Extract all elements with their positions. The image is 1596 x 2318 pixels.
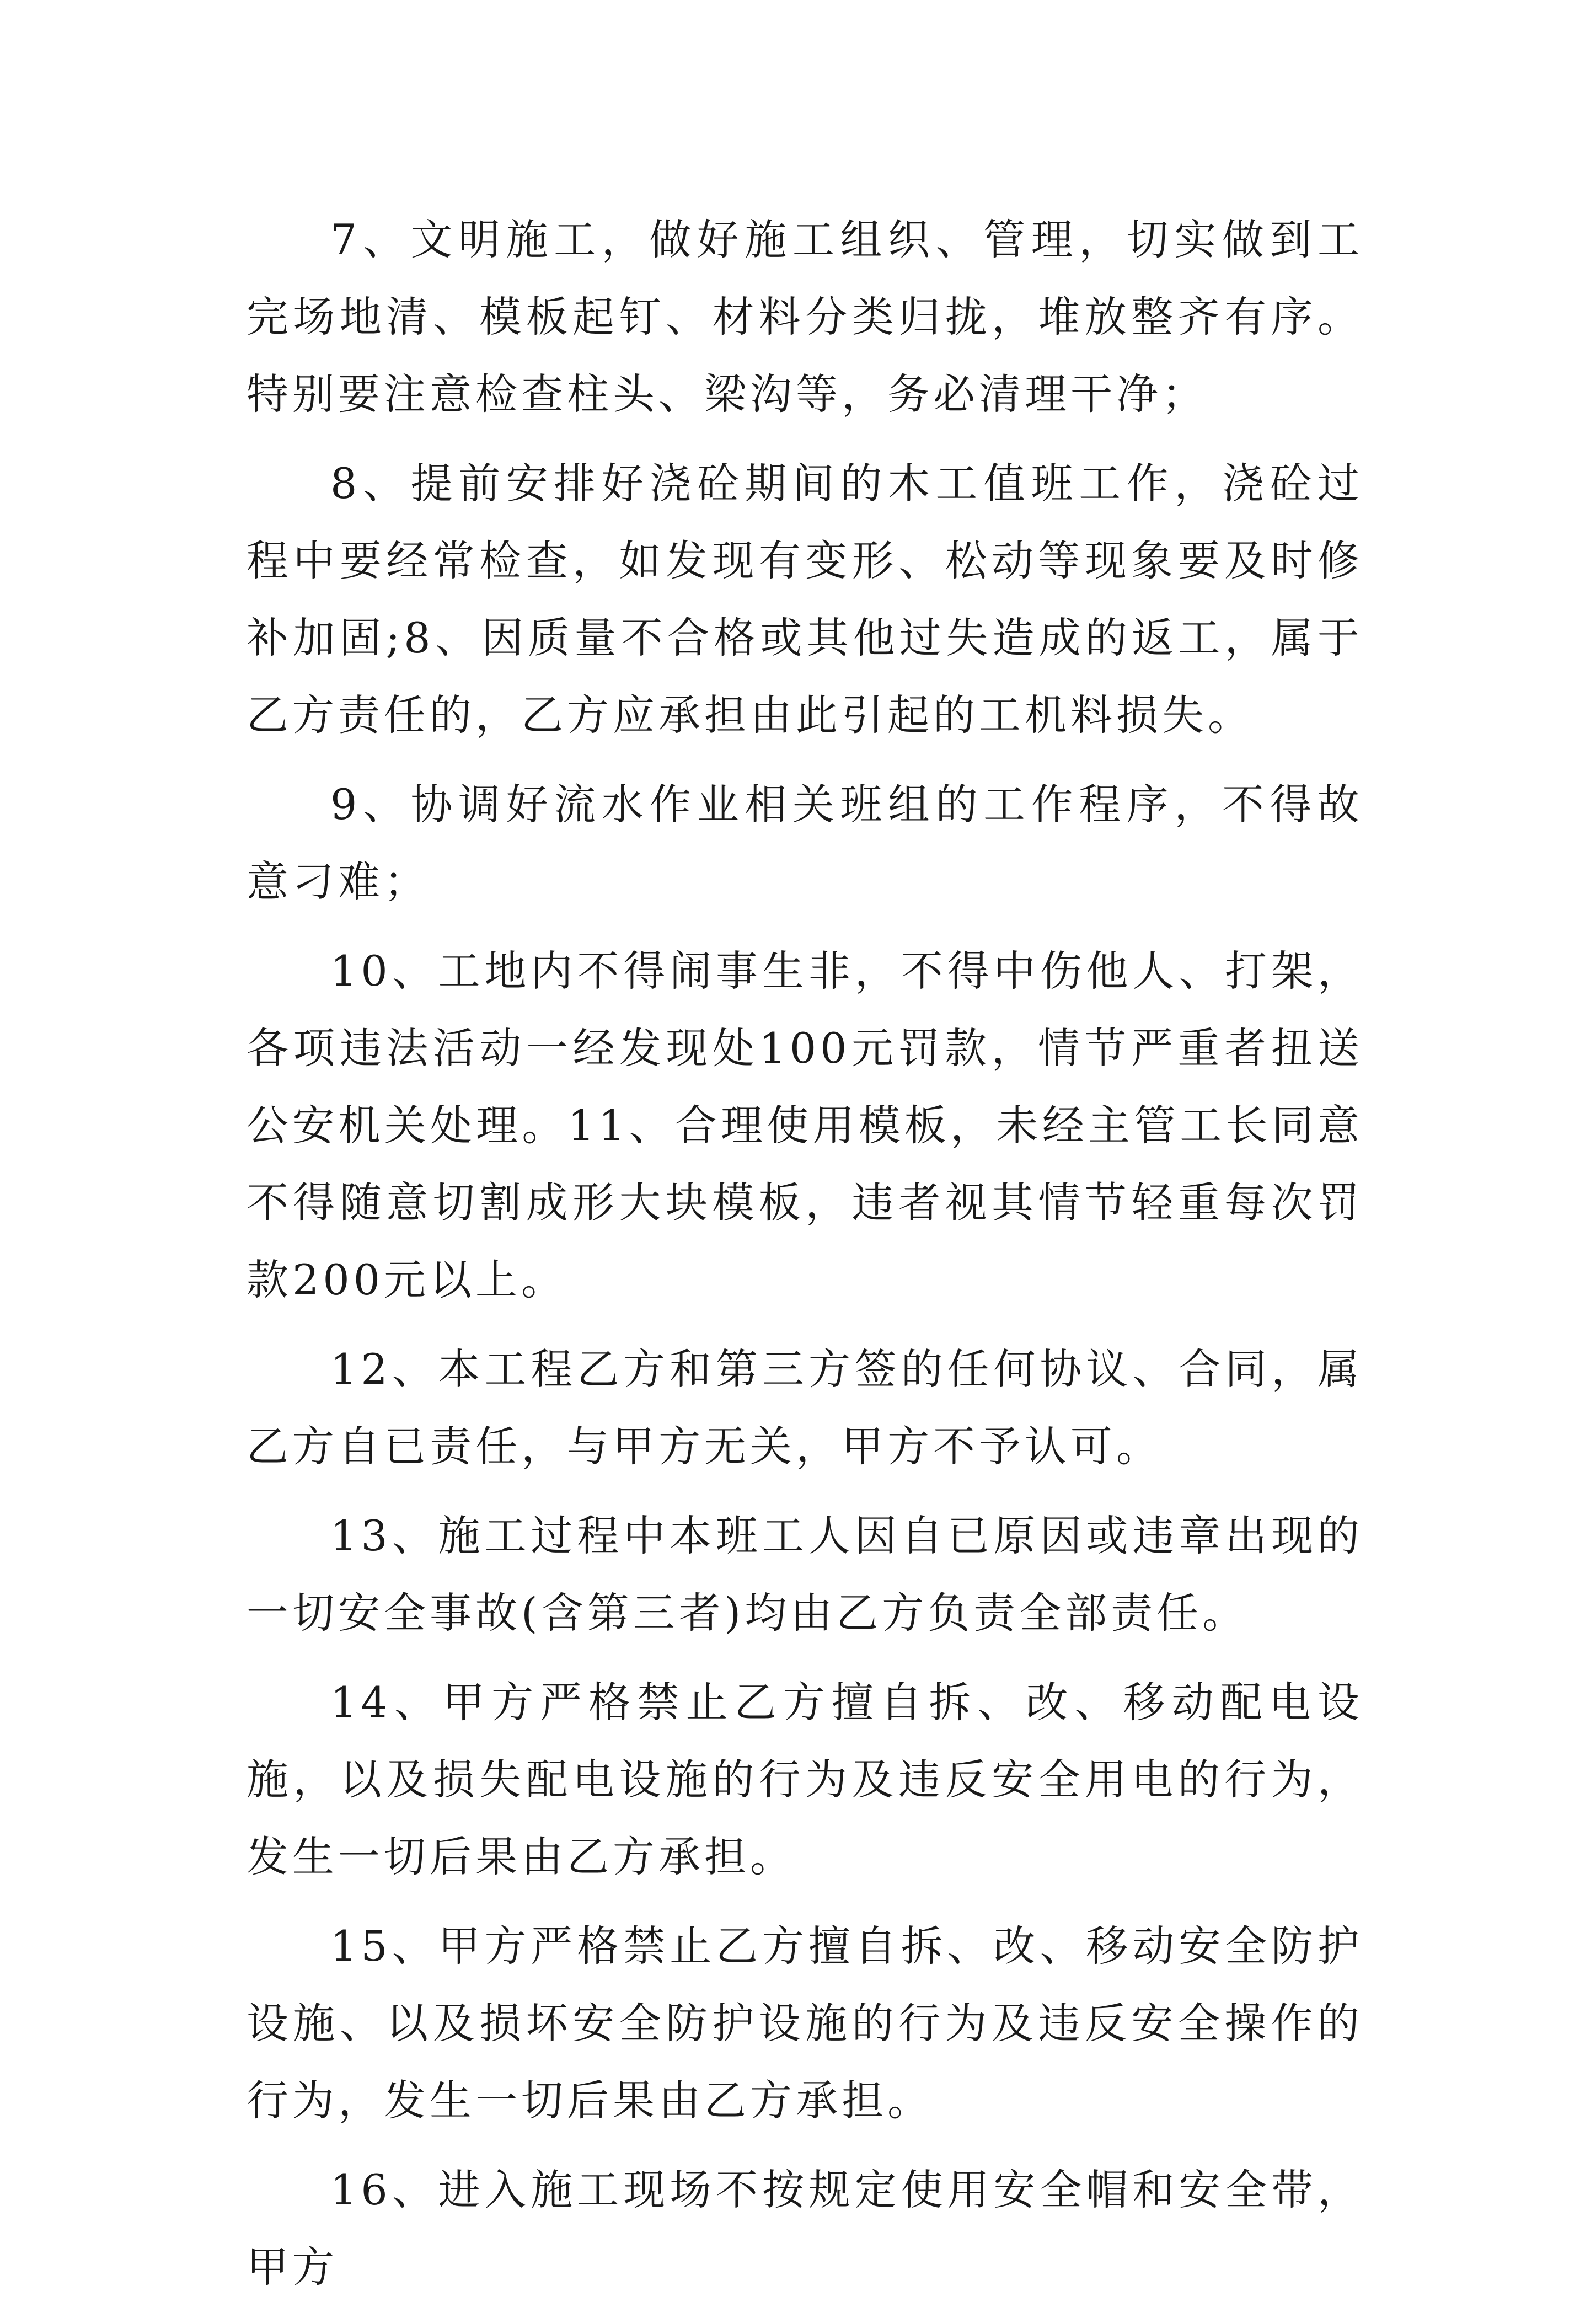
clause-14: 14、甲方严格禁止乙方擅自拆、改、移动配电设施，以及损失配电设施的行为及违反安全用电的行为，发生一切后果由乙方承担。 bbox=[247, 1678, 1363, 1881]
clause-16: 16、进入施工现场不按规定使用安全帽和安全带，甲方 bbox=[247, 2165, 1363, 2292]
document-body bbox=[247, 201, 1363, 2318]
clause-15: 15、甲方严格禁止乙方擅自拆、改、移动安全防护设施、以及损坏安全防护设施的行为及违反安全操作的行为，发生一切后果由乙方承担。 bbox=[247, 1921, 1363, 2125]
clause-12: 12、本工程乙方和第三方签的任何协议、合同，属乙方自已责任，与甲方无关，甲方不予认可。 bbox=[247, 1345, 1363, 1471]
clause-13: 13、施工过程中本班工人因自已原因或违章出现的一切安全事故(含第三者)均由乙方负责全部责任。 bbox=[247, 1511, 1363, 1637]
clause-8: 8、提前安排好浇砼期间的木工值班工作，浇砼过程中要经常检查，如发现有变形、松动等现象要及时修补加固;8、因质量不合格或其他过失造成的返工，属于乙方责任的，乙方应承担由此引起的工机料损失。 bbox=[247, 459, 1363, 740]
clause-10-11: 10、工地内不得闹事生非，不得中伤他人、打架，各项违法活动一经发现处100元罚款，情节严重者扭送公安机关处理。11、合理使用模板，未经主管工长同意不得随意切割成形大块模板，违者视其情节轻重每次罚款200元以上。 bbox=[247, 946, 1363, 1304]
clause-7: 7、文明施工，做好施工组织、管理，切实做到工完场地清、模板起钉、材料分类归拢，堆放整齐有序。特别要注意检查柱头、梁沟等，务必清理干净； bbox=[247, 215, 1363, 419]
clause-9: 9、协调好流水作业相关班组的工作程序，不得故意刁难； bbox=[247, 780, 1363, 906]
